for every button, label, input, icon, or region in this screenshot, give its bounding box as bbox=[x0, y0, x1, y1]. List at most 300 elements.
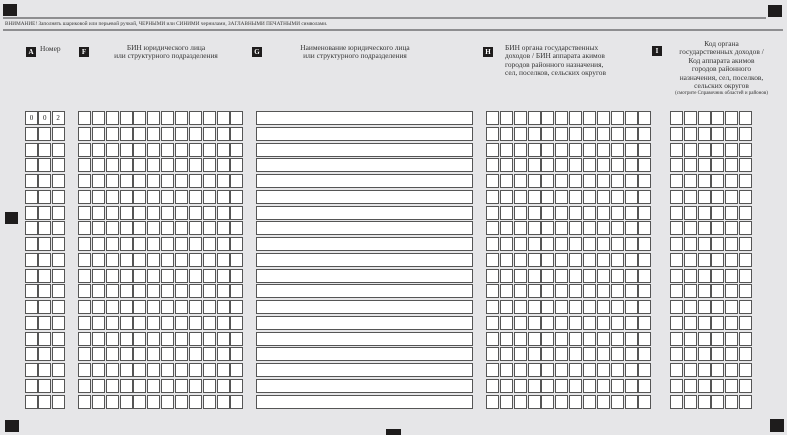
column-a-char-box[interactable] bbox=[25, 395, 38, 409]
column-a-char-box[interactable] bbox=[52, 363, 65, 377]
column-i-char-box[interactable] bbox=[684, 284, 697, 298]
column-h-char-box[interactable] bbox=[486, 111, 499, 125]
column-f-char-box[interactable] bbox=[78, 300, 91, 314]
column-a-char-box[interactable] bbox=[38, 190, 51, 204]
column-h-char-box[interactable] bbox=[500, 347, 513, 361]
column-i-char-box[interactable] bbox=[670, 221, 683, 235]
column-h-char-box[interactable] bbox=[500, 174, 513, 188]
column-f-char-box[interactable] bbox=[106, 332, 119, 346]
column-h-char-box[interactable] bbox=[486, 253, 499, 267]
column-f-char-box[interactable] bbox=[161, 332, 174, 346]
column-f-char-box[interactable] bbox=[133, 269, 146, 283]
column-f-char-box[interactable] bbox=[120, 316, 133, 330]
column-h-char-box[interactable] bbox=[528, 379, 541, 393]
column-f-char-box[interactable] bbox=[120, 174, 133, 188]
column-f-char-box[interactable] bbox=[161, 174, 174, 188]
column-i-char-box[interactable] bbox=[670, 395, 683, 409]
column-h-char-box[interactable] bbox=[541, 284, 554, 298]
column-f-char-box[interactable] bbox=[78, 363, 91, 377]
column-f-char-box[interactable] bbox=[203, 363, 216, 377]
column-h-char-box[interactable] bbox=[611, 174, 624, 188]
column-h-char-box[interactable] bbox=[597, 269, 610, 283]
column-h-char-box[interactable] bbox=[528, 158, 541, 172]
column-h-char-box[interactable] bbox=[611, 190, 624, 204]
column-f-char-box[interactable] bbox=[217, 206, 230, 220]
column-g-name-field[interactable] bbox=[256, 158, 473, 172]
column-a-char-box[interactable] bbox=[25, 206, 38, 220]
column-f-char-box[interactable] bbox=[133, 158, 146, 172]
column-i-char-box[interactable] bbox=[711, 158, 724, 172]
column-f-char-box[interactable] bbox=[92, 221, 105, 235]
column-f-char-box[interactable] bbox=[161, 363, 174, 377]
column-h-char-box[interactable] bbox=[611, 284, 624, 298]
column-h-char-box[interactable] bbox=[583, 332, 596, 346]
column-h-char-box[interactable] bbox=[583, 237, 596, 251]
column-a-char-box[interactable] bbox=[38, 206, 51, 220]
column-f-char-box[interactable] bbox=[230, 158, 243, 172]
column-f-char-box[interactable] bbox=[189, 316, 202, 330]
column-h-char-box[interactable] bbox=[514, 284, 527, 298]
column-h-char-box[interactable] bbox=[528, 395, 541, 409]
column-h-char-box[interactable] bbox=[555, 206, 568, 220]
column-f-char-box[interactable] bbox=[217, 363, 230, 377]
column-f-char-box[interactable] bbox=[230, 174, 243, 188]
column-h-char-box[interactable] bbox=[541, 206, 554, 220]
column-h-char-box[interactable] bbox=[625, 284, 638, 298]
column-h-char-box[interactable] bbox=[514, 316, 527, 330]
column-h-char-box[interactable] bbox=[597, 395, 610, 409]
column-f-char-box[interactable] bbox=[92, 206, 105, 220]
column-h-char-box[interactable] bbox=[541, 395, 554, 409]
column-h-char-box[interactable] bbox=[625, 253, 638, 267]
column-h-char-box[interactable] bbox=[514, 269, 527, 283]
column-a-char-box[interactable] bbox=[25, 237, 38, 251]
column-f-char-box[interactable] bbox=[217, 237, 230, 251]
column-h-char-box[interactable] bbox=[486, 332, 499, 346]
column-f-char-box[interactable] bbox=[217, 143, 230, 157]
column-f-char-box[interactable] bbox=[147, 284, 160, 298]
column-a-char-box[interactable] bbox=[52, 300, 65, 314]
column-i-char-box[interactable] bbox=[725, 143, 738, 157]
column-f-char-box[interactable] bbox=[175, 332, 188, 346]
column-f-char-box[interactable] bbox=[189, 127, 202, 141]
column-h-char-box[interactable] bbox=[500, 190, 513, 204]
column-i-char-box[interactable] bbox=[698, 174, 711, 188]
column-f-char-box[interactable] bbox=[203, 347, 216, 361]
column-h-char-box[interactable] bbox=[541, 379, 554, 393]
column-h-char-box[interactable] bbox=[611, 158, 624, 172]
column-i-char-box[interactable] bbox=[684, 269, 697, 283]
column-a-char-box[interactable] bbox=[38, 300, 51, 314]
column-a-char-box[interactable] bbox=[52, 332, 65, 346]
column-h-char-box[interactable] bbox=[528, 316, 541, 330]
column-i-char-box[interactable] bbox=[725, 284, 738, 298]
column-h-char-box[interactable] bbox=[514, 127, 527, 141]
column-f-char-box[interactable] bbox=[106, 379, 119, 393]
column-a-char-box[interactable]: 0 bbox=[25, 111, 38, 125]
column-f-char-box[interactable] bbox=[106, 190, 119, 204]
column-h-char-box[interactable] bbox=[500, 158, 513, 172]
column-h-char-box[interactable] bbox=[625, 221, 638, 235]
column-h-char-box[interactable] bbox=[638, 174, 651, 188]
column-h-char-box[interactable] bbox=[486, 221, 499, 235]
column-i-char-box[interactable] bbox=[684, 206, 697, 220]
column-i-char-box[interactable] bbox=[739, 332, 752, 346]
column-h-char-box[interactable] bbox=[555, 300, 568, 314]
column-h-char-box[interactable] bbox=[611, 253, 624, 267]
column-h-char-box[interactable] bbox=[541, 111, 554, 125]
column-f-char-box[interactable] bbox=[175, 379, 188, 393]
column-i-char-box[interactable] bbox=[670, 284, 683, 298]
column-h-char-box[interactable] bbox=[625, 316, 638, 330]
column-i-char-box[interactable] bbox=[698, 316, 711, 330]
column-h-char-box[interactable] bbox=[569, 284, 582, 298]
column-h-char-box[interactable] bbox=[500, 143, 513, 157]
column-f-char-box[interactable] bbox=[133, 237, 146, 251]
column-f-char-box[interactable] bbox=[217, 379, 230, 393]
column-f-char-box[interactable] bbox=[92, 127, 105, 141]
column-f-char-box[interactable] bbox=[106, 284, 119, 298]
column-f-char-box[interactable] bbox=[175, 316, 188, 330]
column-f-char-box[interactable] bbox=[175, 174, 188, 188]
column-f-char-box[interactable] bbox=[230, 206, 243, 220]
column-a-char-box[interactable] bbox=[52, 206, 65, 220]
column-a-char-box[interactable] bbox=[38, 347, 51, 361]
column-h-char-box[interactable] bbox=[611, 127, 624, 141]
column-f-char-box[interactable] bbox=[230, 221, 243, 235]
column-h-char-box[interactable] bbox=[514, 174, 527, 188]
column-i-char-box[interactable] bbox=[739, 379, 752, 393]
column-h-char-box[interactable] bbox=[625, 395, 638, 409]
column-f-char-box[interactable] bbox=[161, 347, 174, 361]
column-f-char-box[interactable] bbox=[147, 237, 160, 251]
column-i-char-box[interactable] bbox=[698, 111, 711, 125]
column-f-char-box[interactable] bbox=[147, 111, 160, 125]
column-i-char-box[interactable] bbox=[711, 379, 724, 393]
column-i-char-box[interactable] bbox=[698, 379, 711, 393]
column-h-char-box[interactable] bbox=[500, 300, 513, 314]
column-f-char-box[interactable] bbox=[120, 347, 133, 361]
column-f-char-box[interactable] bbox=[217, 190, 230, 204]
column-f-char-box[interactable] bbox=[217, 127, 230, 141]
column-f-char-box[interactable] bbox=[78, 316, 91, 330]
column-i-char-box[interactable] bbox=[725, 237, 738, 251]
column-f-char-box[interactable] bbox=[189, 300, 202, 314]
column-h-char-box[interactable] bbox=[638, 111, 651, 125]
column-g-name-field[interactable] bbox=[256, 127, 473, 141]
column-i-char-box[interactable] bbox=[725, 206, 738, 220]
column-h-char-box[interactable] bbox=[638, 363, 651, 377]
column-f-char-box[interactable] bbox=[92, 269, 105, 283]
column-h-char-box[interactable] bbox=[611, 111, 624, 125]
column-f-char-box[interactable] bbox=[147, 221, 160, 235]
column-f-char-box[interactable] bbox=[120, 158, 133, 172]
column-h-char-box[interactable] bbox=[555, 237, 568, 251]
column-f-char-box[interactable] bbox=[203, 143, 216, 157]
column-h-char-box[interactable] bbox=[569, 253, 582, 267]
column-i-char-box[interactable] bbox=[725, 111, 738, 125]
column-i-char-box[interactable] bbox=[739, 111, 752, 125]
column-g-name-field[interactable] bbox=[256, 332, 473, 346]
column-f-char-box[interactable] bbox=[175, 158, 188, 172]
column-h-char-box[interactable] bbox=[611, 221, 624, 235]
column-i-char-box[interactable] bbox=[725, 221, 738, 235]
column-i-char-box[interactable] bbox=[684, 347, 697, 361]
column-i-char-box[interactable] bbox=[739, 174, 752, 188]
column-f-char-box[interactable] bbox=[217, 316, 230, 330]
column-h-char-box[interactable] bbox=[528, 284, 541, 298]
column-i-char-box[interactable] bbox=[670, 158, 683, 172]
column-i-char-box[interactable] bbox=[739, 190, 752, 204]
column-h-char-box[interactable] bbox=[611, 347, 624, 361]
column-h-char-box[interactable] bbox=[611, 206, 624, 220]
column-h-char-box[interactable] bbox=[638, 316, 651, 330]
column-h-char-box[interactable] bbox=[541, 143, 554, 157]
column-f-char-box[interactable] bbox=[120, 237, 133, 251]
column-i-char-box[interactable] bbox=[670, 127, 683, 141]
column-f-char-box[interactable] bbox=[106, 347, 119, 361]
column-i-char-box[interactable] bbox=[698, 332, 711, 346]
column-i-char-box[interactable] bbox=[684, 174, 697, 188]
column-h-char-box[interactable] bbox=[583, 253, 596, 267]
column-i-char-box[interactable] bbox=[670, 379, 683, 393]
column-f-char-box[interactable] bbox=[78, 332, 91, 346]
column-g-name-field[interactable] bbox=[256, 253, 473, 267]
column-f-char-box[interactable] bbox=[120, 127, 133, 141]
column-h-char-box[interactable] bbox=[528, 237, 541, 251]
column-h-char-box[interactable] bbox=[528, 206, 541, 220]
column-f-char-box[interactable] bbox=[230, 300, 243, 314]
column-f-char-box[interactable] bbox=[230, 269, 243, 283]
column-f-char-box[interactable] bbox=[203, 221, 216, 235]
column-a-char-box[interactable] bbox=[52, 143, 65, 157]
column-f-char-box[interactable] bbox=[92, 379, 105, 393]
column-h-char-box[interactable] bbox=[583, 221, 596, 235]
column-h-char-box[interactable] bbox=[528, 127, 541, 141]
column-h-char-box[interactable] bbox=[528, 347, 541, 361]
column-h-char-box[interactable] bbox=[583, 284, 596, 298]
column-g-name-field[interactable] bbox=[256, 221, 473, 235]
column-f-char-box[interactable] bbox=[161, 253, 174, 267]
column-h-char-box[interactable] bbox=[597, 379, 610, 393]
column-i-char-box[interactable] bbox=[670, 363, 683, 377]
column-f-char-box[interactable] bbox=[217, 253, 230, 267]
column-f-char-box[interactable] bbox=[189, 206, 202, 220]
column-h-char-box[interactable] bbox=[569, 237, 582, 251]
column-f-char-box[interactable] bbox=[92, 174, 105, 188]
column-h-char-box[interactable] bbox=[611, 379, 624, 393]
column-h-char-box[interactable] bbox=[583, 174, 596, 188]
column-f-char-box[interactable] bbox=[203, 300, 216, 314]
column-a-char-box[interactable] bbox=[25, 143, 38, 157]
column-h-char-box[interactable] bbox=[583, 206, 596, 220]
column-h-char-box[interactable] bbox=[597, 253, 610, 267]
column-f-char-box[interactable] bbox=[175, 347, 188, 361]
column-f-char-box[interactable] bbox=[120, 379, 133, 393]
column-h-char-box[interactable] bbox=[555, 284, 568, 298]
column-i-char-box[interactable] bbox=[711, 111, 724, 125]
column-h-char-box[interactable] bbox=[597, 300, 610, 314]
column-f-char-box[interactable] bbox=[120, 206, 133, 220]
column-h-char-box[interactable] bbox=[583, 269, 596, 283]
column-f-char-box[interactable] bbox=[120, 221, 133, 235]
column-g-name-field[interactable] bbox=[256, 363, 473, 377]
column-i-char-box[interactable] bbox=[711, 127, 724, 141]
column-i-char-box[interactable] bbox=[698, 253, 711, 267]
column-a-char-box[interactable] bbox=[25, 316, 38, 330]
column-i-char-box[interactable] bbox=[739, 347, 752, 361]
column-i-char-box[interactable] bbox=[698, 221, 711, 235]
column-a-char-box[interactable] bbox=[25, 174, 38, 188]
column-f-char-box[interactable] bbox=[133, 174, 146, 188]
column-f-char-box[interactable] bbox=[92, 332, 105, 346]
column-f-char-box[interactable] bbox=[147, 332, 160, 346]
column-f-char-box[interactable] bbox=[133, 395, 146, 409]
column-h-char-box[interactable] bbox=[514, 190, 527, 204]
column-f-char-box[interactable] bbox=[78, 206, 91, 220]
column-a-char-box[interactable] bbox=[38, 316, 51, 330]
column-h-char-box[interactable] bbox=[569, 158, 582, 172]
column-h-char-box[interactable] bbox=[611, 300, 624, 314]
column-f-char-box[interactable] bbox=[230, 332, 243, 346]
column-h-char-box[interactable] bbox=[569, 269, 582, 283]
column-h-char-box[interactable] bbox=[486, 347, 499, 361]
column-h-char-box[interactable] bbox=[555, 347, 568, 361]
column-g-name-field[interactable] bbox=[256, 206, 473, 220]
column-i-char-box[interactable] bbox=[711, 206, 724, 220]
column-h-char-box[interactable] bbox=[569, 347, 582, 361]
column-h-char-box[interactable] bbox=[555, 395, 568, 409]
column-a-char-box[interactable] bbox=[38, 269, 51, 283]
column-f-char-box[interactable] bbox=[230, 253, 243, 267]
column-h-char-box[interactable] bbox=[486, 395, 499, 409]
column-h-char-box[interactable] bbox=[611, 237, 624, 251]
column-f-char-box[interactable] bbox=[189, 111, 202, 125]
column-f-char-box[interactable] bbox=[175, 190, 188, 204]
column-i-char-box[interactable] bbox=[670, 143, 683, 157]
column-f-char-box[interactable] bbox=[147, 143, 160, 157]
column-h-char-box[interactable] bbox=[555, 190, 568, 204]
column-f-char-box[interactable] bbox=[203, 284, 216, 298]
column-g-name-field[interactable] bbox=[256, 111, 473, 125]
column-a-char-box[interactable] bbox=[25, 221, 38, 235]
column-h-char-box[interactable] bbox=[583, 300, 596, 314]
column-i-char-box[interactable] bbox=[684, 363, 697, 377]
column-h-char-box[interactable] bbox=[514, 253, 527, 267]
column-i-char-box[interactable] bbox=[711, 300, 724, 314]
column-i-char-box[interactable] bbox=[684, 143, 697, 157]
column-i-char-box[interactable] bbox=[725, 253, 738, 267]
column-h-char-box[interactable] bbox=[500, 237, 513, 251]
column-h-char-box[interactable] bbox=[500, 332, 513, 346]
column-a-char-box[interactable] bbox=[52, 316, 65, 330]
column-a-char-box[interactable] bbox=[52, 158, 65, 172]
column-f-char-box[interactable] bbox=[230, 363, 243, 377]
column-a-char-box[interactable] bbox=[25, 332, 38, 346]
column-h-char-box[interactable] bbox=[625, 206, 638, 220]
column-f-char-box[interactable] bbox=[230, 127, 243, 141]
column-f-char-box[interactable] bbox=[203, 332, 216, 346]
column-h-char-box[interactable] bbox=[611, 143, 624, 157]
column-f-char-box[interactable] bbox=[133, 300, 146, 314]
column-f-char-box[interactable] bbox=[189, 269, 202, 283]
column-h-char-box[interactable] bbox=[583, 127, 596, 141]
column-h-char-box[interactable] bbox=[625, 237, 638, 251]
column-a-char-box[interactable] bbox=[52, 174, 65, 188]
column-i-char-box[interactable] bbox=[684, 158, 697, 172]
column-h-char-box[interactable] bbox=[597, 347, 610, 361]
column-i-char-box[interactable] bbox=[725, 158, 738, 172]
column-f-char-box[interactable] bbox=[217, 221, 230, 235]
column-f-char-box[interactable] bbox=[230, 284, 243, 298]
column-a-char-box[interactable] bbox=[38, 174, 51, 188]
column-i-char-box[interactable] bbox=[670, 347, 683, 361]
column-h-char-box[interactable] bbox=[569, 363, 582, 377]
column-h-char-box[interactable] bbox=[528, 363, 541, 377]
column-a-char-box[interactable] bbox=[25, 127, 38, 141]
column-i-char-box[interactable] bbox=[670, 206, 683, 220]
column-h-char-box[interactable] bbox=[597, 111, 610, 125]
column-h-char-box[interactable] bbox=[555, 158, 568, 172]
column-f-char-box[interactable] bbox=[133, 284, 146, 298]
column-h-char-box[interactable] bbox=[541, 347, 554, 361]
column-f-char-box[interactable] bbox=[203, 174, 216, 188]
column-h-char-box[interactable] bbox=[514, 237, 527, 251]
column-f-char-box[interactable] bbox=[92, 284, 105, 298]
column-h-char-box[interactable] bbox=[500, 363, 513, 377]
column-i-char-box[interactable] bbox=[739, 395, 752, 409]
column-h-char-box[interactable] bbox=[638, 143, 651, 157]
column-i-char-box[interactable] bbox=[698, 300, 711, 314]
column-g-name-field[interactable] bbox=[256, 143, 473, 157]
column-h-char-box[interactable] bbox=[638, 237, 651, 251]
column-f-char-box[interactable] bbox=[133, 332, 146, 346]
column-h-char-box[interactable] bbox=[597, 332, 610, 346]
column-f-char-box[interactable] bbox=[78, 190, 91, 204]
column-f-char-box[interactable] bbox=[203, 316, 216, 330]
column-i-char-box[interactable] bbox=[711, 332, 724, 346]
column-f-char-box[interactable] bbox=[147, 363, 160, 377]
column-i-char-box[interactable] bbox=[670, 253, 683, 267]
column-f-char-box[interactable] bbox=[106, 174, 119, 188]
column-f-char-box[interactable] bbox=[203, 206, 216, 220]
column-f-char-box[interactable] bbox=[230, 190, 243, 204]
column-a-char-box[interactable] bbox=[38, 379, 51, 393]
column-a-char-box[interactable] bbox=[25, 347, 38, 361]
column-f-char-box[interactable] bbox=[78, 269, 91, 283]
column-f-char-box[interactable] bbox=[203, 379, 216, 393]
column-f-char-box[interactable] bbox=[78, 127, 91, 141]
column-h-char-box[interactable] bbox=[528, 300, 541, 314]
column-h-char-box[interactable] bbox=[500, 253, 513, 267]
column-f-char-box[interactable] bbox=[161, 300, 174, 314]
column-h-char-box[interactable] bbox=[514, 206, 527, 220]
column-f-char-box[interactable] bbox=[217, 269, 230, 283]
column-h-char-box[interactable] bbox=[486, 269, 499, 283]
column-h-char-box[interactable] bbox=[638, 284, 651, 298]
column-i-char-box[interactable] bbox=[698, 127, 711, 141]
column-h-char-box[interactable] bbox=[541, 158, 554, 172]
column-h-char-box[interactable] bbox=[611, 395, 624, 409]
column-a-char-box[interactable] bbox=[38, 332, 51, 346]
column-a-char-box[interactable] bbox=[25, 253, 38, 267]
column-h-char-box[interactable] bbox=[514, 300, 527, 314]
column-h-char-box[interactable] bbox=[625, 158, 638, 172]
column-f-char-box[interactable] bbox=[189, 253, 202, 267]
column-f-char-box[interactable] bbox=[175, 284, 188, 298]
column-h-char-box[interactable] bbox=[625, 363, 638, 377]
column-f-char-box[interactable] bbox=[175, 111, 188, 125]
